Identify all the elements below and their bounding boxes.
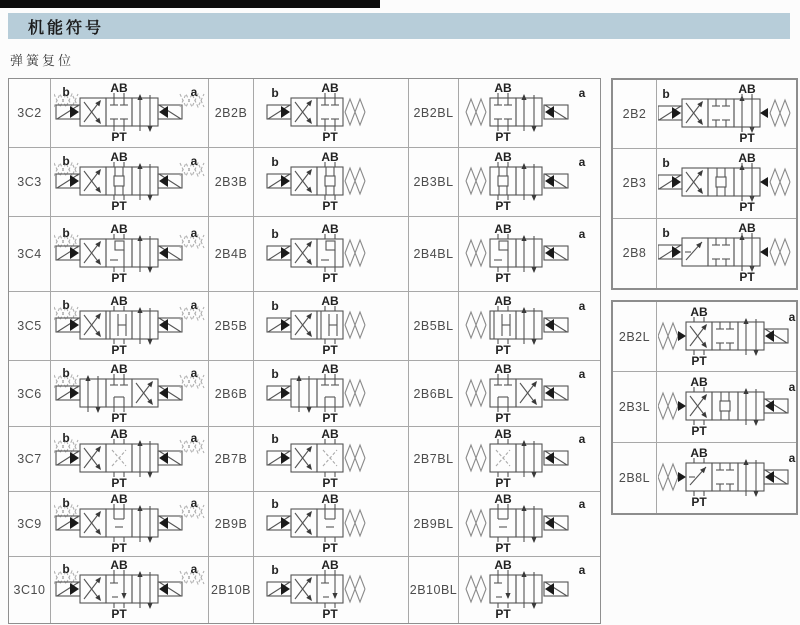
model-2B5BL-label: 2B5BL <box>413 319 454 333</box>
svg-text:a: a <box>190 431 197 445</box>
svg-text:AB: AB <box>493 560 512 572</box>
model-2B4BL <box>409 217 459 292</box>
valve-symbol-cell-2B2 <box>657 80 796 149</box>
svg-text:a: a <box>788 450 795 465</box>
valve-symbol-cell-2B7BL <box>459 427 600 492</box>
svg-text:PT: PT <box>322 410 338 424</box>
valve-symbol-3C4 <box>54 224 206 284</box>
svg-text:AB: AB <box>689 306 708 319</box>
svg-text:AB: AB <box>109 296 128 308</box>
svg-text:PT: PT <box>110 541 127 554</box>
valve-symbol-cell-2B5BL <box>459 292 600 361</box>
valve-symbol-2B7B <box>265 429 397 489</box>
svg-text:a: a <box>190 562 197 576</box>
svg-text:a: a <box>190 85 197 99</box>
model-3C6 <box>9 361 51 427</box>
function-symbol-table <box>8 78 601 624</box>
model-2B2-label: 2B2 <box>622 107 647 122</box>
svg-text:b: b <box>271 497 279 511</box>
svg-text:b: b <box>271 155 279 169</box>
svg-text:b: b <box>271 86 279 100</box>
model-2B6B <box>209 361 254 427</box>
svg-text:AB: AB <box>321 296 339 308</box>
valve-symbol-cell-3C2 <box>51 79 209 148</box>
model-2B8L-label: 2B8L <box>618 470 651 485</box>
svg-text:PT: PT <box>494 199 511 212</box>
svg-text:PT: PT <box>322 607 338 620</box>
svg-text:AB: AB <box>109 494 128 506</box>
svg-text:PT: PT <box>738 200 755 214</box>
svg-text:PT: PT <box>690 494 707 508</box>
svg-text:AB: AB <box>321 429 339 441</box>
svg-text:a: a <box>190 226 197 240</box>
valve-symbol-2B9BL <box>464 494 596 554</box>
svg-text:PT: PT <box>494 130 511 143</box>
valve-symbol-cell-2B2B <box>254 79 409 148</box>
model-2B10BL-label: 2B10BL <box>409 583 458 597</box>
model-2B2 <box>613 80 657 149</box>
model-3C7-label: 3C7 <box>17 452 42 466</box>
svg-text:b: b <box>61 562 70 576</box>
svg-text:AB: AB <box>109 560 128 572</box>
model-2B2B <box>209 79 254 148</box>
svg-text:PT: PT <box>110 607 127 620</box>
svg-text:PT: PT <box>494 271 511 284</box>
valve-symbol-2B2B <box>265 83 397 143</box>
svg-text:PT: PT <box>110 476 127 489</box>
svg-text:PT: PT <box>110 199 127 212</box>
valve-symbol-cell-3C7 <box>51 427 209 492</box>
model-3C4-label: 3C4 <box>17 247 42 261</box>
model-2B3B-label: 2B3B <box>214 175 248 189</box>
svg-text:b: b <box>61 154 70 168</box>
svg-text:a: a <box>578 432 585 446</box>
svg-text:b: b <box>271 563 279 577</box>
svg-text:PT: PT <box>494 410 511 424</box>
svg-text:b: b <box>661 87 670 102</box>
svg-text:a: a <box>578 497 585 511</box>
svg-text:AB: AB <box>493 224 512 236</box>
svg-text:b: b <box>61 226 70 240</box>
valve-symbol-3C2 <box>54 83 206 143</box>
svg-text:AB: AB <box>493 363 512 376</box>
valve-symbol-2B3 <box>658 153 796 213</box>
model-2B9BL-label: 2B9BL <box>413 517 454 531</box>
svg-text:AB: AB <box>737 84 756 97</box>
valve-symbol-2B8L <box>658 448 796 508</box>
valve-symbol-2B5B <box>265 296 397 356</box>
model-2B5BL <box>409 292 459 361</box>
svg-text:PT: PT <box>322 199 338 212</box>
model-2B9BL <box>409 492 459 557</box>
svg-text:AB: AB <box>737 153 756 166</box>
valve-symbol-2B4B <box>265 224 397 284</box>
valve-symbol-cell-2B5B <box>254 292 409 361</box>
model-2B8 <box>613 219 657 288</box>
subtitle-spring-return: 弹簧复位 <box>10 53 75 68</box>
svg-text:b: b <box>661 156 670 171</box>
svg-text:a: a <box>578 86 585 100</box>
model-2B3L <box>613 372 657 442</box>
svg-text:AB: AB <box>321 494 339 506</box>
model-2B6BL <box>409 361 459 427</box>
model-3C7 <box>9 427 51 492</box>
valve-symbol-cell-2B2BL <box>459 79 600 148</box>
svg-text:PT: PT <box>110 130 127 143</box>
model-3C5 <box>9 292 51 361</box>
model-2B4B-label: 2B4B <box>214 247 248 261</box>
valve-symbol-3C5 <box>54 296 206 356</box>
model-3C3 <box>9 148 51 217</box>
valve-symbol-cell-2B7B <box>254 427 409 492</box>
valve-symbol-3C7 <box>54 429 206 489</box>
valve-symbol-2B2L <box>658 307 796 367</box>
model-2B5B <box>209 292 254 361</box>
valve-symbol-cell-2B3BL <box>459 148 600 217</box>
svg-text:PT: PT <box>322 476 338 489</box>
svg-text:PT: PT <box>322 271 338 284</box>
model-2B3 <box>613 149 657 218</box>
valve-symbol-cell-3C9 <box>51 492 209 557</box>
model-2B10BL <box>409 557 459 623</box>
svg-text:PT: PT <box>322 343 338 356</box>
svg-text:AB: AB <box>321 83 339 95</box>
svg-text:AB: AB <box>321 224 339 236</box>
svg-text:AB: AB <box>493 83 512 95</box>
model-2B4BL-label: 2B4BL <box>413 247 454 261</box>
valve-symbol-cell-2B6B <box>254 361 409 427</box>
svg-text:AB: AB <box>689 376 708 389</box>
model-2B3BL <box>409 148 459 217</box>
svg-text:a: a <box>190 154 197 168</box>
model-2B10B-label: 2B10B <box>210 583 252 597</box>
model-3C3-label: 3C3 <box>17 175 42 189</box>
valve-symbol-2B3L <box>658 377 796 437</box>
model-2B8L <box>613 443 657 513</box>
svg-text:PT: PT <box>738 270 755 284</box>
valve-symbol-2B2 <box>658 84 796 144</box>
valve-symbol-cell-2B8 <box>657 219 796 288</box>
svg-text:AB: AB <box>109 83 128 95</box>
model-2B7BL <box>409 427 459 492</box>
valve-symbol-cell-2B4BL <box>459 217 600 292</box>
valve-symbol-cell-3C6 <box>51 361 209 427</box>
svg-text:AB: AB <box>321 560 339 572</box>
svg-text:a: a <box>190 365 197 380</box>
svg-text:AB: AB <box>493 494 512 506</box>
svg-text:PT: PT <box>494 343 511 356</box>
valve-symbol-2B4BL <box>464 224 596 284</box>
svg-text:b: b <box>271 366 279 381</box>
model-2B9B <box>209 492 254 557</box>
valve-symbol-3C9 <box>54 494 206 554</box>
svg-text:PT: PT <box>110 271 127 284</box>
svg-text:AB: AB <box>109 363 128 376</box>
valve-symbol-cell-2B9B <box>254 492 409 557</box>
valve-symbol-3C3 <box>54 152 206 212</box>
svg-text:PT: PT <box>494 476 511 489</box>
svg-text:a: a <box>578 563 585 577</box>
model-3C6-label: 3C6 <box>17 386 42 401</box>
svg-text:PT: PT <box>690 423 707 437</box>
model-2B7B <box>209 427 254 492</box>
svg-text:b: b <box>61 298 70 312</box>
section-title-bar <box>8 13 790 39</box>
model-2B7B-label: 2B7B <box>214 452 248 466</box>
valve-symbol-2B8 <box>658 223 796 283</box>
svg-text:b: b <box>61 365 70 380</box>
valve-symbol-cell-2B10B <box>254 557 409 623</box>
valve-symbol-2B3BL <box>464 152 596 212</box>
valve-symbol-cell-2B3L <box>657 372 796 442</box>
valve-symbol-2B5BL <box>464 296 596 356</box>
model-3C5-label: 3C5 <box>17 319 42 333</box>
model-3C10 <box>9 557 51 623</box>
svg-text:a: a <box>190 298 197 312</box>
svg-text:PT: PT <box>110 410 127 424</box>
svg-text:a: a <box>578 155 585 169</box>
svg-text:a: a <box>578 366 585 381</box>
svg-text:PT: PT <box>494 607 511 620</box>
model-2B9B-label: 2B9B <box>214 517 248 531</box>
model-2B3B <box>209 148 254 217</box>
sidebar-group-2bl <box>611 300 798 515</box>
model-3C9 <box>9 492 51 557</box>
valve-symbol-cell-3C4 <box>51 217 209 292</box>
valve-symbol-cell-3C10 <box>51 557 209 623</box>
svg-text:AB: AB <box>493 296 512 308</box>
valve-symbol-2B10BL <box>464 560 596 620</box>
valve-symbol-2B6BL <box>464 364 596 424</box>
valve-symbol-2B2BL <box>464 83 596 143</box>
svg-text:b: b <box>61 85 70 99</box>
valve-symbol-cell-2B8L <box>657 443 796 513</box>
svg-text:AB: AB <box>493 429 512 441</box>
svg-text:b: b <box>61 431 70 445</box>
sidebar-group-2b <box>611 78 798 290</box>
valve-symbol-2B7BL <box>464 429 596 489</box>
model-3C2-label: 3C2 <box>17 106 42 120</box>
model-2B8-label: 2B8 <box>622 246 647 261</box>
svg-text:b: b <box>271 227 279 241</box>
model-2B6BL-label: 2B6BL <box>413 386 454 401</box>
valve-symbol-2B9B <box>265 494 397 554</box>
model-2B3BL-label: 2B3BL <box>413 175 454 189</box>
svg-text:a: a <box>578 299 585 313</box>
model-3C2 <box>9 79 51 148</box>
svg-text:b: b <box>271 432 279 446</box>
valve-symbol-3C6 <box>54 364 206 424</box>
svg-text:AB: AB <box>737 223 756 236</box>
model-3C10-label: 3C10 <box>13 583 46 597</box>
page-title: 机能符号 <box>28 19 105 37</box>
svg-text:AB: AB <box>109 152 128 164</box>
svg-text:PT: PT <box>322 130 338 143</box>
model-2B3-label: 2B3 <box>622 176 647 191</box>
model-2B3L-label: 2B3L <box>618 399 651 414</box>
valve-symbol-cell-2B6BL <box>459 361 600 427</box>
model-2B2B-label: 2B2B <box>214 106 248 120</box>
svg-text:a: a <box>578 227 585 241</box>
svg-text:AB: AB <box>493 152 512 164</box>
model-2B10B <box>209 557 254 623</box>
svg-text:PT: PT <box>738 131 755 145</box>
valve-symbol-2B6B <box>265 364 397 424</box>
svg-text:AB: AB <box>689 447 708 460</box>
model-2B2BL <box>409 79 459 148</box>
svg-text:PT: PT <box>110 343 127 356</box>
valve-symbol-cell-2B3 <box>657 149 796 218</box>
svg-text:b: b <box>661 226 670 241</box>
model-2B6B-label: 2B6B <box>214 386 248 401</box>
svg-text:b: b <box>61 496 70 510</box>
valve-symbol-cell-2B10BL <box>459 557 600 623</box>
model-2B2L <box>613 302 657 372</box>
svg-text:AB: AB <box>109 224 128 236</box>
valve-symbol-cell-2B3B <box>254 148 409 217</box>
svg-text:a: a <box>788 309 795 324</box>
svg-text:AB: AB <box>109 429 128 441</box>
model-2B2L-label: 2B2L <box>618 329 651 344</box>
valve-symbol-cell-2B2L <box>657 302 796 372</box>
valve-symbol-2B3B <box>265 152 397 212</box>
top-black-bar <box>0 0 380 8</box>
valve-symbol-cell-3C5 <box>51 292 209 361</box>
valve-symbol-cell-2B9BL <box>459 492 600 557</box>
svg-text:a: a <box>788 379 795 394</box>
svg-text:a: a <box>190 496 197 510</box>
svg-text:PT: PT <box>322 541 338 554</box>
model-2B5B-label: 2B5B <box>214 319 248 333</box>
model-3C9-label: 3C9 <box>17 517 42 531</box>
valve-symbol-cell-3C3 <box>51 148 209 217</box>
svg-text:b: b <box>271 299 279 313</box>
model-2B7BL-label: 2B7BL <box>413 452 454 466</box>
svg-text:PT: PT <box>690 353 707 367</box>
svg-text:AB: AB <box>321 363 339 376</box>
valve-symbol-2B10B <box>265 560 397 620</box>
svg-text:PT: PT <box>494 541 511 554</box>
valve-symbol-cell-2B4B <box>254 217 409 292</box>
model-2B4B <box>209 217 254 292</box>
svg-text:AB: AB <box>321 152 339 164</box>
model-2B2BL-label: 2B2BL <box>413 106 454 120</box>
valve-symbol-3C10 <box>54 560 206 620</box>
model-3C4 <box>9 217 51 292</box>
